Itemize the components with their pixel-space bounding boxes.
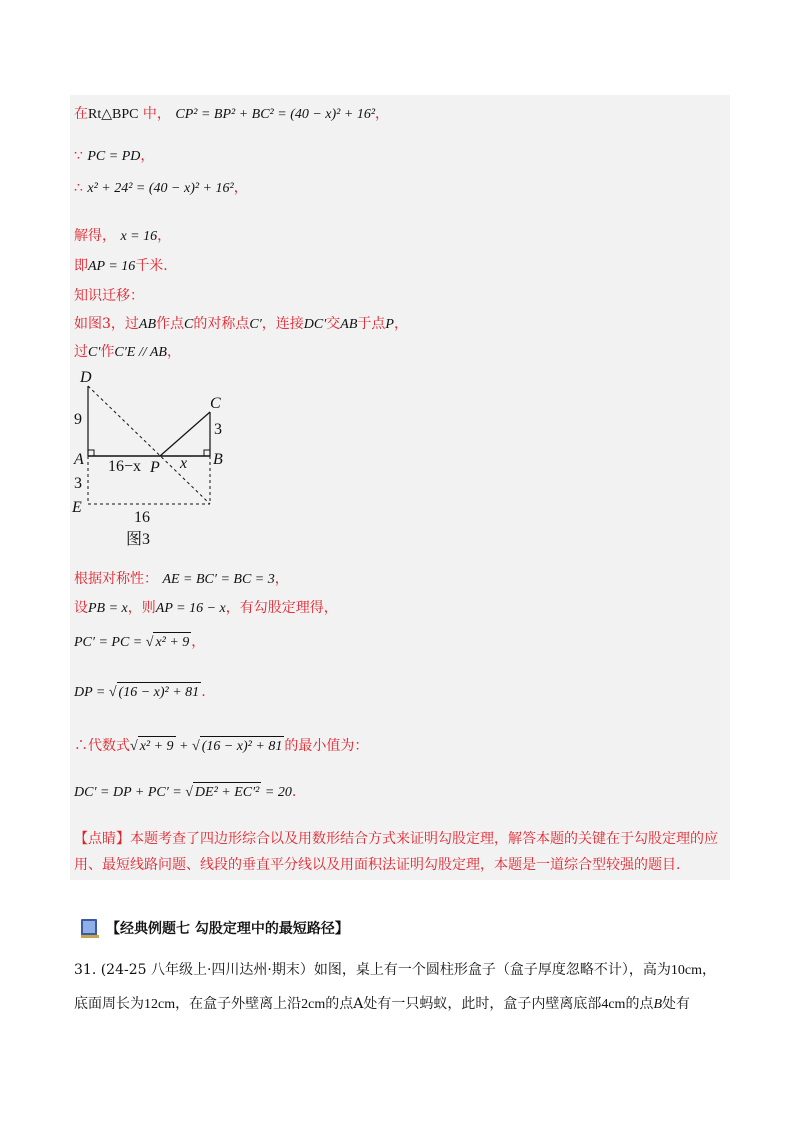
solution-line-6: 知识迁移： (74, 288, 144, 304)
solution-line-1: 在Rt△BPC 中， CP² = BP² + BC² = (40 − x)² + 16²， (74, 106, 390, 122)
length-AE: 3 (74, 475, 82, 492)
length-PB: x (180, 455, 188, 472)
solution-line-4: 解得， x = 16， (74, 228, 172, 244)
book-icon (78, 916, 102, 940)
length-EC: 16 (134, 509, 150, 526)
right-angle-B (204, 450, 210, 456)
figure-3-diagram (64, 366, 244, 556)
key-point-note (74, 826, 724, 878)
note-text: 本题考查了四边形综合以及用数形结合方式来证明勾股定理，解答本题的关键在于勾股定理的应用、最短线路问题、线段的垂直平分线以及用面积法证明勾股定理，本题是一道综合型较强的题目. (74, 831, 718, 873)
figure-caption: 图3 (126, 531, 151, 548)
label-B: B (213, 451, 223, 468)
label-A: A (74, 451, 84, 468)
length-BC: 3 (214, 421, 222, 438)
solution-line-10: 设PB = x，则AP = 16 − x，有勾股定理得， (74, 600, 338, 616)
solution-line-2: ∵ PC = PD， (74, 148, 155, 164)
solution-line-7: 如图3，过AB作点C的对称点C′，连接DC′交AB于点P， (74, 316, 408, 332)
solution-line-3: ∴ x² + 24² = (40 − x)² + 16²， (74, 180, 248, 196)
label-E: E (72, 499, 82, 516)
right-angle-A (88, 450, 94, 456)
solution-line-5: 即AP = 16千米. (74, 258, 168, 274)
solution-line-9: 根据对称性： AE = BC′ = BC = 3， (74, 571, 289, 587)
segment-PC (160, 412, 210, 456)
length-AP: 16−x (108, 458, 142, 475)
solution-line-8: 过C′作C′E // AB， (74, 344, 181, 360)
segment-DC-prime (88, 386, 210, 504)
label-D: D (80, 369, 92, 386)
solution-line-13: ∴代数式√ x² + 9 + √ (16 − x)² + 81 的最小值为： (74, 736, 368, 757)
solution-line-11: PC′ = PC = √ x² + 9 ， (74, 632, 205, 653)
problem-31-line-2: 底面周长为12cm，在盒子外壁离上沿2cm的点A处有一只蚂蚁，此时，盒子内壁离底部4cm的点B处有 (74, 996, 690, 1012)
section-heading-text: 【经典例题七 勾股定理中的最短路径】 (106, 921, 349, 937)
label-C: C (210, 395, 221, 412)
solution-line-12: DP = √ (16 − x)² + 81 . (74, 682, 206, 703)
section-heading (78, 916, 349, 940)
length-AD: 9 (74, 411, 82, 428)
note-label: 【点睛】 (74, 831, 130, 847)
problem-31-line-1: 31. (24-25 八年级上·四川达州·期末）如图，桌上有一个圆柱形盒子（盒子厚度忽略不计），高为10cm， (74, 962, 716, 978)
label-P: P (150, 459, 160, 476)
solution-line-14: DC′ = DP + PC′ = √ DE² + EC′² = 20. (74, 782, 296, 803)
